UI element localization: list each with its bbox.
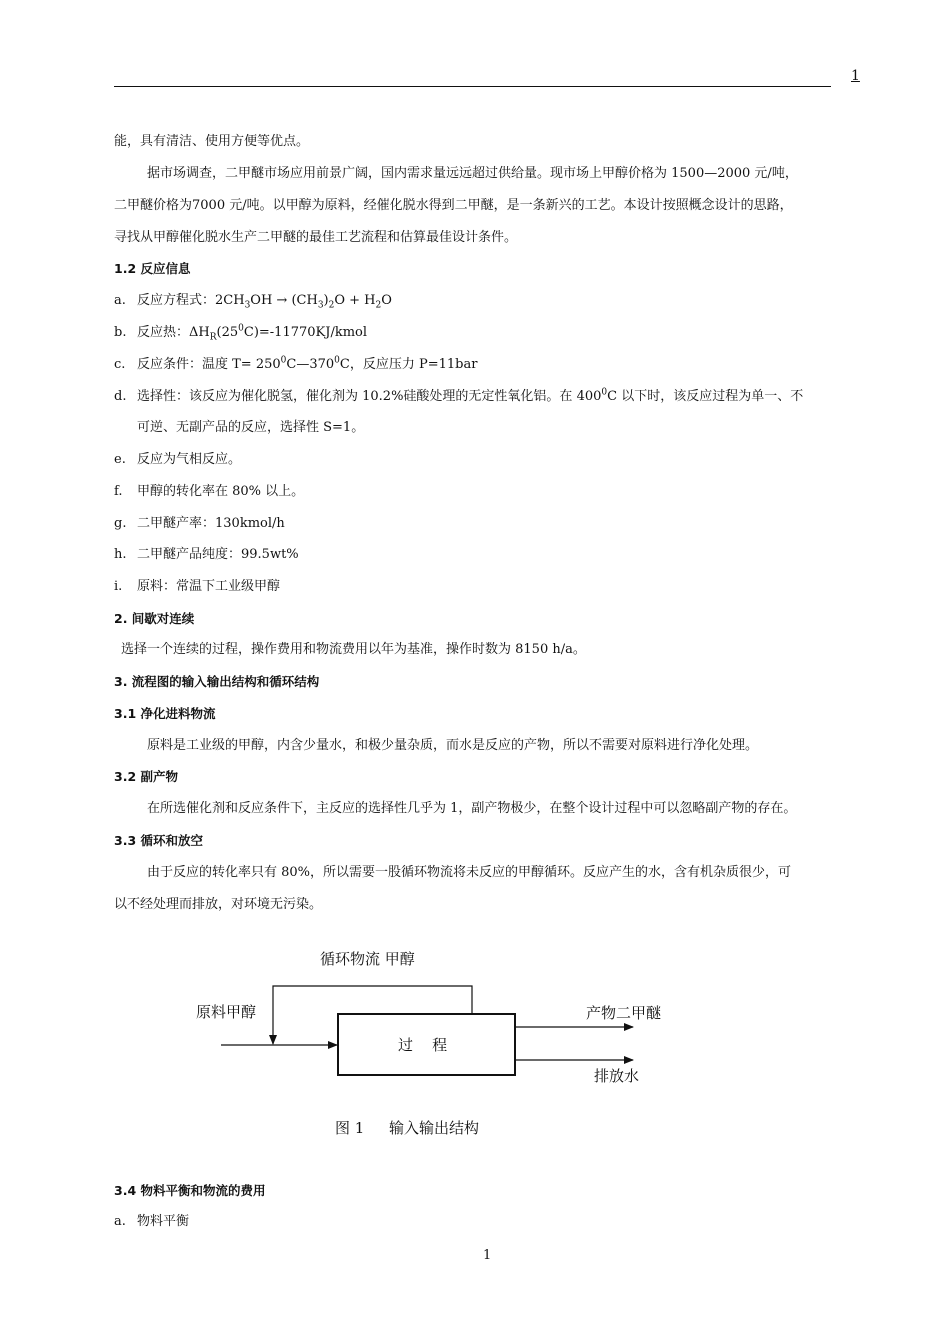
heading-1-2: 1.2 反应信息 bbox=[114, 261, 191, 276]
heading-2: 2. 间歇对连续 bbox=[114, 611, 195, 626]
figure-caption-number: 图 1 bbox=[335, 1119, 365, 1137]
heading-3: 3. 流程图的输入输出结构和循环结构 bbox=[114, 674, 320, 689]
heading-3-4: 3.4 物料平衡和物流的费用 bbox=[114, 1183, 266, 1198]
product-label: 产物二甲醚 bbox=[586, 1004, 662, 1022]
paragraph-3-3-line-1: 由于反应的转化率只有 80%，所以需要一股循环物流将未反应的甲醇循环。反应产生的水，含有机杂质很少，可 bbox=[147, 865, 792, 880]
paragraph-3-2: 在所选催化剂和反应条件下，主反应的选择性几乎为 1，副产物极少，在整个设计过程中可以忽略副产物的存在。 bbox=[147, 801, 797, 816]
paragraph-market-line-2: 二甲醚价格为7000 元/吨。以甲醇为原料，经催化脱水得到二甲醚，是一条新兴的工艺。本设计按照概念设计的思路， bbox=[114, 198, 793, 213]
feed-label: 原料甲醇 bbox=[196, 1003, 257, 1021]
paragraph-market-line-3: 寻找从甲醇催化脱水生产二甲醚的最佳工艺流程和估算最佳设计条件。 bbox=[114, 230, 518, 245]
heading-3-3: 3.3 循环和放空 bbox=[114, 833, 203, 848]
footer-page-number: 1 bbox=[483, 1248, 492, 1263]
paragraph-section-2: 选择一个连续的过程，操作费用和物流费用以年为基准，操作时数为 8150 h/a。 bbox=[121, 642, 586, 657]
figure-caption-text: 输入输出结构 bbox=[389, 1119, 480, 1137]
paragraph-3-1: 原料是工业级的甲醇，内含少量水，和极少量杂质，而水是反应的产物，所以不需要对原料进行净化处理。 bbox=[147, 738, 759, 753]
process-label: 过 程 bbox=[398, 1036, 448, 1054]
recycle-label: 循环物流 甲醇 bbox=[320, 950, 415, 968]
water-label: 排放水 bbox=[594, 1067, 640, 1085]
paragraph-market-line-1: 据市场调查，二甲醚市场应用前景广阔，国内需求量远远超过供给量。现市场上甲醇价格为 1500—2000 元/吨， bbox=[147, 166, 798, 181]
heading-3-2: 3.2 副产物 bbox=[114, 769, 178, 784]
heading-3-1: 3.1 净化进料物流 bbox=[114, 706, 216, 721]
paragraph-continuation: 能，具有清洁、使用方便等优点。 bbox=[114, 134, 310, 149]
list-item-d-continuation: 可逆、无副产品的反应，选择性 S=1。 bbox=[137, 420, 365, 435]
paragraph-3-3-line-2: 以不经处理而排放，对环境无污染。 bbox=[114, 897, 323, 912]
header-page-number: 1 bbox=[851, 68, 860, 84]
